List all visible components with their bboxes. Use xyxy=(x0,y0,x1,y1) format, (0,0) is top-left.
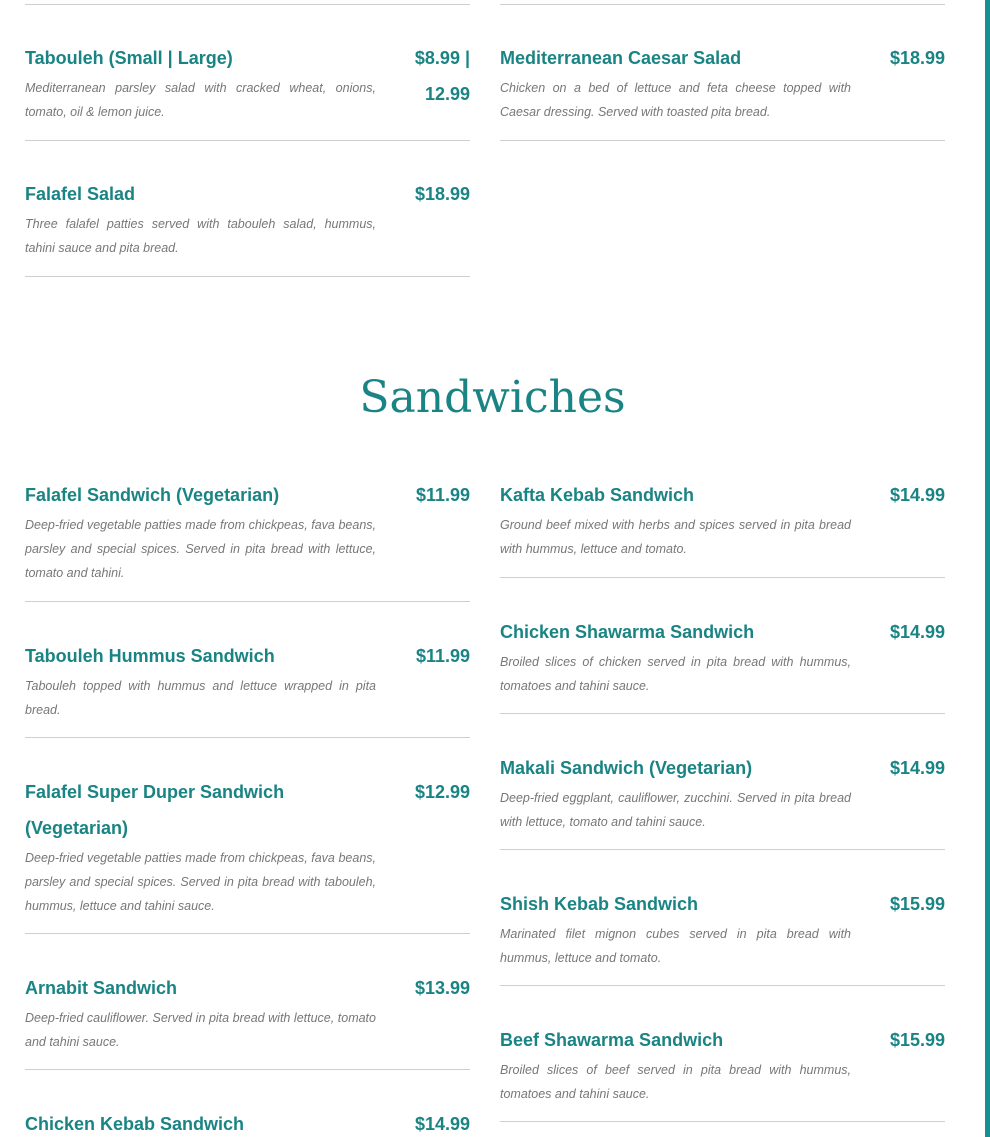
menu-item-arnabit-sandwich xyxy=(25,934,470,1070)
menu-item-description: Marinated filet mignon cubes served in pita bread with hummus, lettuce and tomato. xyxy=(500,927,851,965)
menu-item-price: $14.99 xyxy=(889,622,945,642)
menu-item-caesar-salad xyxy=(500,40,945,141)
menu-item-tabouleh xyxy=(25,40,470,141)
menu-item-makali-sandwich xyxy=(500,714,945,850)
divider xyxy=(500,4,945,5)
menu-item-name: Falafel Super Duper Sandwich (Vegetarian) xyxy=(25,782,285,838)
menu-item-price: $14.99 xyxy=(889,485,945,505)
menu-item-name: Chicken Kebab Sandwich xyxy=(25,1114,245,1134)
sandwiches-right-column xyxy=(500,477,945,1122)
menu-item-description: Deep-fried eggplant, cauliflower, zucchini. Served in pita bread with lettuce, tomato and tahini sauce. xyxy=(500,791,851,829)
menu-item-description: Deep-fried vegetable patties made from chickpeas, fava beans, parsley and special spices. Served in pita bread with lettuce, tomato and tahini. xyxy=(25,518,376,580)
menu-item-name: Mediterranean Caesar Salad xyxy=(500,48,742,68)
menu-item-price: $18.99 xyxy=(414,184,470,204)
menu-item-name: Arnabit Sandwich xyxy=(25,978,178,998)
menu-item-description: Deep-fried vegetable patties made from chickpeas, fava beans, parsley and special spices. Served in pita bread with tabouleh, hummus, lettuce and tahini sauce. xyxy=(25,851,376,913)
menu-item-price: $13.99 xyxy=(414,978,470,998)
menu-item-description: Three falafel patties served with tabouleh salad, hummus, tahini sauce and pita bread. xyxy=(25,217,376,255)
page-edge-bar xyxy=(985,0,990,1137)
menu-item-price: $8.99 | 12.99 xyxy=(414,48,470,104)
menu-item-name: Beef Shawarma Sandwich xyxy=(500,1030,724,1050)
menu-item-price: $18.99 xyxy=(889,48,945,68)
menu-item-name: Falafel Sandwich (Vegetarian) xyxy=(25,485,280,505)
menu-item-name: Makali Sandwich (Vegetarian) xyxy=(500,758,753,778)
menu-item-name: Tabouleh (Small | Large) xyxy=(25,48,233,68)
menu-item-shish-kebab-sandwich xyxy=(500,850,945,986)
menu-item-falafel-salad xyxy=(25,141,470,277)
menu-item-name: Falafel Salad xyxy=(25,184,136,204)
menu-item-name: Kafta Kebab Sandwich xyxy=(500,485,695,505)
divider xyxy=(25,4,470,5)
menu-item-description: Chicken on a bed of lettuce and feta cheese topped with Caesar dressing. Served with toasted pita bread. xyxy=(500,81,851,119)
menu-item-description: Tabouleh topped with hummus and lettuce wrapped in pita bread. xyxy=(25,679,376,717)
menu-item-price: $15.99 xyxy=(889,1030,945,1050)
menu-item-price: $12.99 xyxy=(414,782,470,802)
menu-item-description: Broiled slices of chicken served in pita bread with hummus, tomatoes and tahini sauce. xyxy=(500,655,851,693)
menu-item-description: Ground beef mixed with herbs and spices served in pita bread with hummus, lettuce and tomato. xyxy=(500,518,851,556)
menu-item-kafta-kebab-sandwich xyxy=(500,477,945,578)
menu-item-falafel-sandwich xyxy=(25,477,470,602)
menu-item-price: $14.99 xyxy=(414,1114,470,1134)
menu-item-price: $14.99 xyxy=(889,758,945,778)
menu-item-price: $11.99 xyxy=(415,646,470,666)
sandwiches-left-column xyxy=(25,477,470,1137)
salads-right-column xyxy=(500,40,945,141)
menu-item-tabouleh-hummus-sandwich xyxy=(25,602,470,738)
section-title: Sandwiches xyxy=(359,372,626,423)
menu-item-chicken-kebab-sandwich xyxy=(25,1070,470,1137)
menu-item-name: Shish Kebab Sandwich xyxy=(500,894,699,914)
menu-item-beef-shawarma-sandwich xyxy=(500,986,945,1122)
menu-item-falafel-super-duper-sandwich xyxy=(25,738,470,934)
menu-item-chicken-shawarma-sandwich xyxy=(500,578,945,714)
menu-item-price: $11.99 xyxy=(415,485,470,505)
menu-item-price: $15.99 xyxy=(889,894,945,914)
menu-item-name: Chicken Shawarma Sandwich xyxy=(500,622,755,642)
salads-left-column xyxy=(25,40,470,277)
menu-item-description: Broiled slices of beef served in pita bread with hummus, tomatoes and tahini sauce. xyxy=(500,1063,851,1101)
menu-item-description: Deep-fried cauliflower. Served in pita bread with lettuce, tomato and tahini sauce. xyxy=(25,1011,376,1049)
menu-item-name: Tabouleh Hummus Sandwich xyxy=(25,646,275,666)
menu-item-description: Mediterranean parsley salad with cracked wheat, onions, tomato, oil & lemon juice. xyxy=(25,81,376,119)
